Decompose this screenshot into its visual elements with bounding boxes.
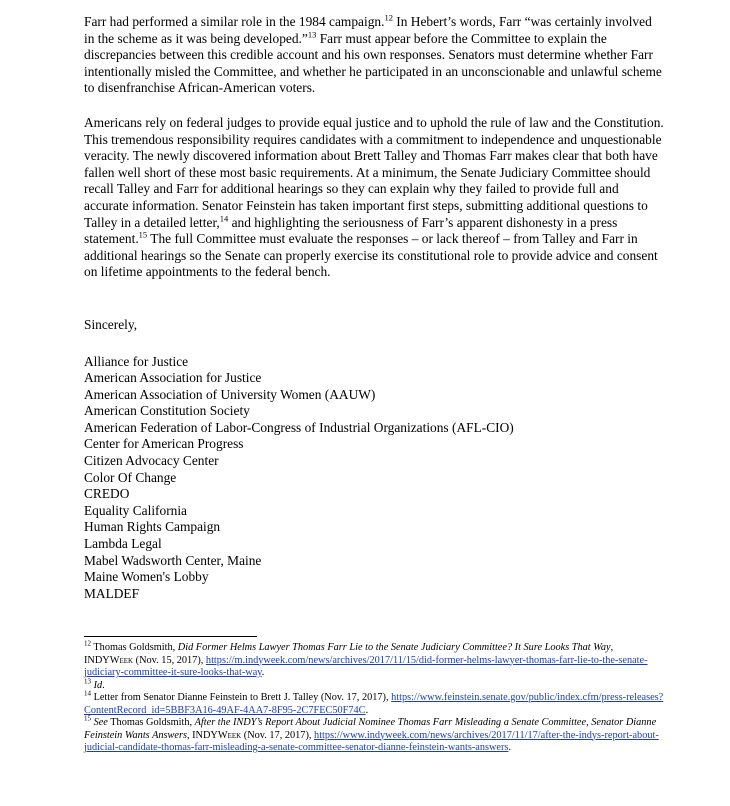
signatory: MALDEF [84, 585, 140, 601]
signatory: Lambda Legal [84, 536, 162, 552]
para1-sentence-3: Farr must appear before the Committee to explain the discrepancies between this credible account and his own responses. Senators must determine whether Farr intentionally misled the Committee, and whether he participated in an unconscionable and unlawful scheme to disenfranchise African-American voters. [84, 30, 662, 96]
footnote-14 [84, 689, 664, 717]
signatory: Equality California [84, 502, 188, 518]
footnote-text: Id [91, 679, 103, 691]
footnote-link[interactable]: https://www.feinstein.senate.gov/public/index.cfm/press-releases?ContentRecord_id=5BBF3A16-49AF-4AA7-8F95-2C7FEC50F74C [84, 692, 664, 716]
footnote-text: Thomas Goldsmith, [107, 717, 195, 728]
closing-salutation: Sincerely, [84, 316, 138, 332]
footnote-period: . [508, 742, 512, 753]
signatory: American Association for Justice [84, 370, 262, 386]
footnote-text: Thomas Goldsmith, [91, 642, 178, 653]
paragraph-farr-role [84, 14, 664, 97]
signatory: Human Rights Campaign [84, 519, 221, 535]
signatory: Center for American Progress [84, 436, 244, 452]
para2-sentence-1: Americans rely on federal judges to provide equal justice and to uphold the rule of law and the Constitution. This tremendous responsibility requires candidates with a commitment to independence and unquestionable veracity. The newly discovered information about Brett Talley and Thomas Farr makes clear that both have fallen well short of these most basic requirements. At a minimum, the Senate Judiciary Committee should recall Talley and Farr for additional hearings so they can explain why they failed to provide full and accurate information. Senator Feinstein has taken important first steps, submitting additional questions to Talley in a detailed letter, [84, 114, 664, 230]
footnote-see: See [91, 717, 108, 728]
publication-name: , INDY [186, 729, 218, 741]
publication-name-smallcaps: Week [217, 729, 242, 741]
footnote-text: Letter from Senator Dianne Feinstein to Brett J. Talley (Nov. 17, 2017), [91, 692, 392, 703]
footnote-period: . [261, 667, 265, 678]
publication-name: , INDY [84, 642, 614, 666]
footnote-period: . [365, 704, 369, 716]
signatory: Citizen Advocacy Center [84, 453, 219, 469]
article-title: Did Former Helms Lawyer Thomas Farr Lie to the Senate Judiciary Committee? It Sure Looks That Way [177, 642, 611, 653]
footnote-link[interactable]: https://m.indyweek.com/news/archives/2017/11/15/did-former-helms-lawyer-thomas-farr-lie-to-the-senate-judiciary-committee-it-sure-looks-that-way [84, 654, 648, 678]
signatory: American Constitution Society [84, 403, 250, 419]
footnote-number: 13 [84, 677, 91, 686]
footnote-date: (Nov. 15, 2017), [133, 654, 206, 666]
signatory: Mabel Wadsworth Center, Maine [84, 552, 262, 568]
signatory: American Federation of Labor-Congress of Industrial Organizations (AFL-CIO) [84, 419, 514, 435]
footnote-12 [84, 639, 664, 680]
signatory-list [84, 354, 664, 603]
footnotes [84, 639, 664, 755]
footnote-number: 14 [84, 689, 91, 698]
footnote-ref-15[interactable]: 15 [138, 229, 148, 240]
signatory: Maine Women's Lobby [84, 569, 209, 585]
signatory: CREDO [84, 486, 130, 502]
footnote-number: 15 [84, 714, 91, 723]
signatory: Alliance for Justice [84, 353, 189, 369]
footnote-date: (Nov. 17, 2017), [241, 729, 315, 741]
footnote-ref-12[interactable]: 12 [384, 12, 393, 23]
signatory: Color Of Change [84, 469, 177, 485]
footnote-period: . [102, 679, 105, 691]
paragraph-federal-judges [84, 115, 664, 281]
para2-sentence-2: and highlighting the seriousness of Farr’s apparent dishonesty in a press statement. [84, 214, 618, 247]
publication-name-smallcaps: Week [109, 654, 134, 666]
para2-sentence-3: The full Committee must evaluate the responses – or lack thereof – from Talley and Farr in additional hearings so the Senate can properly exercise its constitutional role to provide advice and consent on lifetime appointments to the federal bench. [84, 231, 658, 280]
para1-sentence-1: Farr had performed a similar role in the 1984 campaign. [84, 14, 385, 29]
footnote-link[interactable]: https://www.indyweek.com/news/archives/2017/11/17/after-the-indys-report-about-judicial-candidate-thomas-farr-misleading-a-senate-committee-senator-dianne-feinstein-wants-answers [84, 729, 659, 753]
letter-body [84, 14, 664, 602]
footnote-divider [84, 636, 257, 637]
signatory: American Association of University Women (AAUW) [84, 386, 376, 402]
para1-sentence-2: In Hebert’s words, Farr “was certainly involved in the scheme as it was being developed.” [84, 14, 652, 46]
footnote-ref-13[interactable]: 13 [307, 29, 317, 40]
footnote-ref-14[interactable]: 14 [219, 213, 229, 224]
footnote-15 [84, 714, 664, 755]
article-title: After the INDY’s Report About Judicial Nominee Thomas Farr Misleading a Senate Committee, Senator Dianne Feinstein Wants Answers [84, 717, 657, 741]
footnote-number: 12 [84, 639, 91, 648]
footnote-13 [84, 677, 664, 693]
